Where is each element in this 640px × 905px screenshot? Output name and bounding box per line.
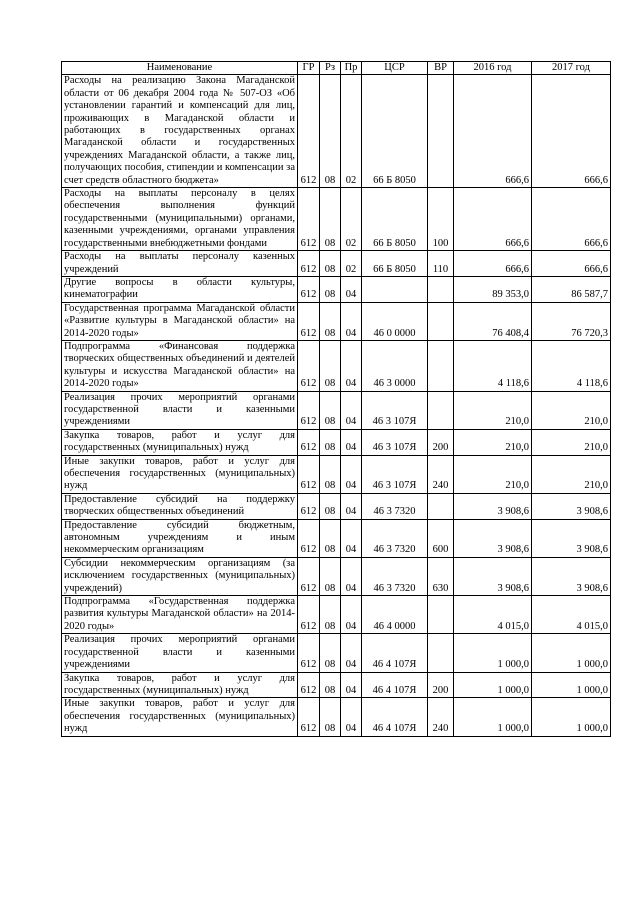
row-vr: 240 bbox=[428, 698, 454, 736]
table-row bbox=[62, 429, 611, 455]
row-2017: 4 118,6 bbox=[532, 340, 611, 391]
table-row bbox=[62, 519, 611, 557]
row-2016: 210,0 bbox=[454, 391, 532, 429]
row-vr: 630 bbox=[428, 557, 454, 595]
row-gr: 612 bbox=[298, 557, 320, 595]
row-name: Закупка товаров, работ и услуг для государственных (муниципальных) нужд bbox=[62, 429, 298, 455]
row-2017: 210,0 bbox=[532, 391, 611, 429]
row-pr: 04 bbox=[341, 698, 362, 736]
row-gr: 612 bbox=[298, 429, 320, 455]
row-2016: 76 408,4 bbox=[454, 302, 532, 340]
row-csr: 46 0 0000 bbox=[362, 302, 428, 340]
row-2016: 3 908,6 bbox=[454, 519, 532, 557]
row-name: Другие вопросы в области культуры, кинематографии bbox=[62, 276, 298, 302]
row-pr: 04 bbox=[341, 519, 362, 557]
row-gr: 612 bbox=[298, 455, 320, 493]
row-vr bbox=[428, 302, 454, 340]
row-csr: 66 Б 8050 bbox=[362, 188, 428, 251]
table-row bbox=[62, 698, 611, 736]
row-name: Подпрограмма «Финансовая поддержка творческих общественных объединений и деятелей культуры и искусства Магаданской области» на 2014-2020 годы» bbox=[62, 340, 298, 391]
row-gr: 612 bbox=[298, 251, 320, 277]
row-csr: 46 4 107Я bbox=[362, 634, 428, 672]
row-csr: 46 3 7320 bbox=[362, 519, 428, 557]
row-gr: 612 bbox=[298, 596, 320, 634]
row-2017: 1 000,0 bbox=[532, 698, 611, 736]
row-csr: 46 3 107Я bbox=[362, 429, 428, 455]
row-2017: 1 000,0 bbox=[532, 634, 611, 672]
row-pr: 04 bbox=[341, 429, 362, 455]
row-pr: 04 bbox=[341, 455, 362, 493]
header-csr: ЦСР bbox=[362, 62, 428, 75]
row-vr bbox=[428, 340, 454, 391]
row-gr: 612 bbox=[298, 188, 320, 251]
row-pr: 04 bbox=[341, 493, 362, 519]
table-row bbox=[62, 188, 611, 251]
row-name: Закупка товаров, работ и услуг для государственных (муниципальных) нужд bbox=[62, 672, 298, 698]
row-csr: 46 3 7320 bbox=[362, 557, 428, 595]
row-csr: 46 4 0000 bbox=[362, 596, 428, 634]
row-2017: 666,6 bbox=[532, 251, 611, 277]
row-2016: 1 000,0 bbox=[454, 698, 532, 736]
row-name: Реализация прочих мероприятий органами государственной власти и казенными учреждениями bbox=[62, 391, 298, 429]
row-vr: 200 bbox=[428, 672, 454, 698]
row-2016: 1 000,0 bbox=[454, 672, 532, 698]
header-pr: Пр bbox=[341, 62, 362, 75]
row-2017: 1 000,0 bbox=[532, 672, 611, 698]
row-gr: 612 bbox=[298, 75, 320, 188]
row-name: Предоставление субсидий бюджетным, автономным учреждениям и иным некоммерческим организациям bbox=[62, 519, 298, 557]
row-vr: 200 bbox=[428, 429, 454, 455]
row-2016: 666,6 bbox=[454, 188, 532, 251]
row-2016: 210,0 bbox=[454, 455, 532, 493]
budget-table bbox=[61, 61, 611, 737]
row-name: Иные закупки товаров, работ и услуг для обеспечения государственных (муниципальных) нужд bbox=[62, 698, 298, 736]
table-row bbox=[62, 672, 611, 698]
header-2017: 2017 год bbox=[532, 62, 611, 75]
row-2016: 210,0 bbox=[454, 429, 532, 455]
row-pr: 04 bbox=[341, 391, 362, 429]
table-body bbox=[62, 75, 611, 736]
row-2017: 666,6 bbox=[532, 75, 611, 188]
row-csr: 66 Б 8050 bbox=[362, 75, 428, 188]
row-pr: 04 bbox=[341, 596, 362, 634]
row-csr: 66 Б 8050 bbox=[362, 251, 428, 277]
row-gr: 612 bbox=[298, 276, 320, 302]
row-pr: 02 bbox=[341, 251, 362, 277]
row-pr: 04 bbox=[341, 672, 362, 698]
row-name: Предоставление субсидий на поддержку творческих общественных объединений bbox=[62, 493, 298, 519]
row-rz: 08 bbox=[320, 672, 341, 698]
row-vr bbox=[428, 391, 454, 429]
table-row bbox=[62, 302, 611, 340]
row-name: Субсидии некоммерческим организациям (за исключением государственных (муниципальных) учреждений) bbox=[62, 557, 298, 595]
row-rz: 08 bbox=[320, 391, 341, 429]
row-name: Расходы на реализацию Закона Магаданской области от 06 декабря 2004 года № 507-ОЗ «Об установлении гарантий и компенсаций для лиц, проживающих в Магаданской области и работающих в государственных органах Магаданской области и государственных учреждениях Магаданской области, а также лиц, получающих пособия, стипендии и компенсации за счет средств областного бюджета» bbox=[62, 75, 298, 188]
row-vr bbox=[428, 634, 454, 672]
header-gr: ГР bbox=[298, 62, 320, 75]
header-name: Наименование bbox=[62, 62, 298, 75]
row-gr: 612 bbox=[298, 493, 320, 519]
row-vr: 110 bbox=[428, 251, 454, 277]
row-2017: 666,6 bbox=[532, 188, 611, 251]
row-rz: 08 bbox=[320, 340, 341, 391]
row-vr: 100 bbox=[428, 188, 454, 251]
table-row bbox=[62, 455, 611, 493]
row-vr bbox=[428, 493, 454, 519]
row-rz: 08 bbox=[320, 276, 341, 302]
row-gr: 612 bbox=[298, 519, 320, 557]
row-2017: 4 015,0 bbox=[532, 596, 611, 634]
row-csr: 46 3 107Я bbox=[362, 391, 428, 429]
row-2016: 666,6 bbox=[454, 251, 532, 277]
row-rz: 08 bbox=[320, 429, 341, 455]
row-csr: 46 3 7320 bbox=[362, 493, 428, 519]
row-vr bbox=[428, 596, 454, 634]
row-csr: 46 4 107Я bbox=[362, 672, 428, 698]
table-header-row bbox=[62, 62, 611, 75]
row-vr: 240 bbox=[428, 455, 454, 493]
row-2017: 210,0 bbox=[532, 429, 611, 455]
row-2017: 3 908,6 bbox=[532, 557, 611, 595]
table-row bbox=[62, 276, 611, 302]
row-pr: 04 bbox=[341, 634, 362, 672]
row-2017: 76 720,3 bbox=[532, 302, 611, 340]
table-row bbox=[62, 391, 611, 429]
row-name: Подпрограмма «Государственная поддержка развития культуры Магаданской области» на 2014-2020 годы» bbox=[62, 596, 298, 634]
row-gr: 612 bbox=[298, 302, 320, 340]
table-row bbox=[62, 251, 611, 277]
header-vr: ВР bbox=[428, 62, 454, 75]
row-rz: 08 bbox=[320, 302, 341, 340]
row-2016: 89 353,0 bbox=[454, 276, 532, 302]
row-name: Государственная программа Магаданской области «Развитие культуры в Магаданской области» на 2014-2020 годы» bbox=[62, 302, 298, 340]
table-row bbox=[62, 596, 611, 634]
row-rz: 08 bbox=[320, 75, 341, 188]
row-csr: 46 3 0000 bbox=[362, 340, 428, 391]
row-rz: 08 bbox=[320, 519, 341, 557]
row-gr: 612 bbox=[298, 634, 320, 672]
row-pr: 04 bbox=[341, 557, 362, 595]
row-gr: 612 bbox=[298, 672, 320, 698]
row-2016: 1 000,0 bbox=[454, 634, 532, 672]
row-csr bbox=[362, 276, 428, 302]
row-2016: 4 118,6 bbox=[454, 340, 532, 391]
row-gr: 612 bbox=[298, 698, 320, 736]
row-pr: 04 bbox=[341, 276, 362, 302]
row-rz: 08 bbox=[320, 493, 341, 519]
row-2016: 666,6 bbox=[454, 75, 532, 188]
row-vr: 600 bbox=[428, 519, 454, 557]
row-pr: 04 bbox=[341, 340, 362, 391]
row-name: Расходы на выплаты персоналу казенных учреждений bbox=[62, 251, 298, 277]
row-name: Реализация прочих мероприятий органами государственной власти и казенными учреждениями bbox=[62, 634, 298, 672]
row-name: Расходы на выплаты персоналу в целях обеспечения выполнения функций государственными (муниципальными) органами, казенными учреждениями, органами управления государственными внебюджетными фондами bbox=[62, 188, 298, 251]
row-gr: 612 bbox=[298, 340, 320, 391]
row-vr bbox=[428, 276, 454, 302]
row-name: Иные закупки товаров, работ и услуг для обеспечения государственных (муниципальных) нужд bbox=[62, 455, 298, 493]
row-rz: 08 bbox=[320, 251, 341, 277]
row-pr: 04 bbox=[341, 302, 362, 340]
table-row bbox=[62, 634, 611, 672]
row-2016: 3 908,6 bbox=[454, 493, 532, 519]
row-pr: 02 bbox=[341, 188, 362, 251]
row-rz: 08 bbox=[320, 557, 341, 595]
table-row bbox=[62, 75, 611, 188]
row-vr bbox=[428, 75, 454, 188]
table-row bbox=[62, 340, 611, 391]
row-rz: 08 bbox=[320, 188, 341, 251]
row-2017: 3 908,6 bbox=[532, 493, 611, 519]
header-rz: Рз bbox=[320, 62, 341, 75]
row-csr: 46 4 107Я bbox=[362, 698, 428, 736]
row-rz: 08 bbox=[320, 634, 341, 672]
table-row bbox=[62, 493, 611, 519]
table-row bbox=[62, 557, 611, 595]
row-2016: 4 015,0 bbox=[454, 596, 532, 634]
row-rz: 08 bbox=[320, 596, 341, 634]
row-csr: 46 3 107Я bbox=[362, 455, 428, 493]
row-gr: 612 bbox=[298, 391, 320, 429]
row-2016: 3 908,6 bbox=[454, 557, 532, 595]
header-2016: 2016 год bbox=[454, 62, 532, 75]
row-2017: 86 587,7 bbox=[532, 276, 611, 302]
row-2017: 3 908,6 bbox=[532, 519, 611, 557]
row-2017: 210,0 bbox=[532, 455, 611, 493]
row-pr: 02 bbox=[341, 75, 362, 188]
row-rz: 08 bbox=[320, 455, 341, 493]
row-rz: 08 bbox=[320, 698, 341, 736]
